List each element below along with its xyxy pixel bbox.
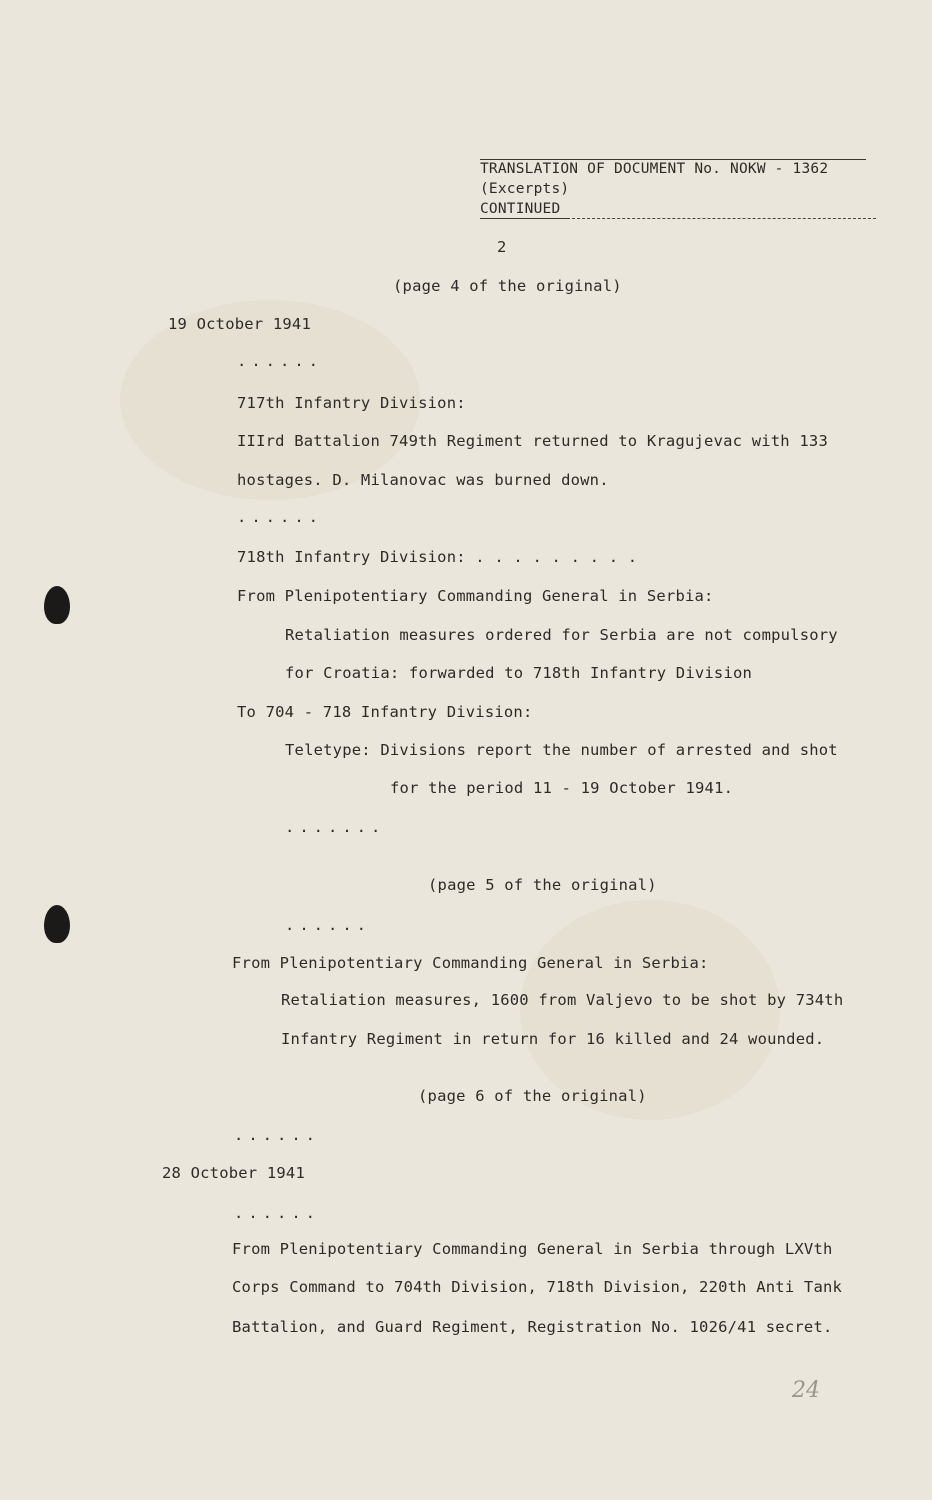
retaliation-1-line2: for Croatia: forwarded to 718th Infantry Division <box>285 664 753 682</box>
ellipsis-row: ...... <box>237 508 323 526</box>
teletype-line2: for the period 11 - 19 October 1941. <box>390 779 734 797</box>
from-plenipotentiary-1: From Plenipotentiary Commanding General in Serbia: <box>237 587 714 605</box>
date-19-october: 19 October 1941 <box>168 315 311 333</box>
punch-hole-bottom <box>44 905 70 943</box>
page5-note: (page 5 of the original) <box>428 876 657 894</box>
div717-line1: IIIrd Battalion 749th Regiment returned to Kragujevac with 133 <box>237 432 828 450</box>
ellipsis-row: ...... <box>285 916 371 934</box>
header-continued: CONTINUED <box>480 201 561 217</box>
final-line2: Corps Command to 704th Division, 718th Division, 220th Anti Tank <box>232 1278 843 1296</box>
page4-note: (page 4 of the original) <box>393 277 622 295</box>
div717-heading: 717th Infantry Division: <box>237 394 466 412</box>
ellipsis-row: ...... <box>237 352 323 370</box>
final-line3: Battalion, and Guard Regiment, Registration No. 1026/41 secret. <box>232 1318 833 1336</box>
date-28-october: 28 October 1941 <box>162 1164 305 1182</box>
from-plenipotentiary-2: From Plenipotentiary Commanding General in Serbia: <box>232 954 709 972</box>
punch-hole-top <box>44 586 70 624</box>
header-title: TRANSLATION OF DOCUMENT No. NOKW - 1362 <box>480 161 829 177</box>
retaliation-1-line1: Retaliation measures ordered for Serbia are not compulsory <box>285 626 838 644</box>
header-dashed-rule <box>572 218 876 219</box>
to-704-718: To 704 - 718 Infantry Division: <box>237 703 533 721</box>
ellipsis-row: ...... <box>234 1204 320 1222</box>
div718-heading: 718th Infantry Division: . . . . . . . . . <box>237 548 638 566</box>
ellipsis-row: ....... <box>285 818 386 836</box>
page-number: 2 <box>497 238 507 256</box>
header-continued-underline <box>480 218 570 219</box>
div717-line2: hostages. D. Milanovac was burned down. <box>237 471 609 489</box>
header-top-rule <box>480 159 866 160</box>
page6-note: (page 6 of the original) <box>418 1087 647 1105</box>
ellipsis-row: ...... <box>234 1126 320 1144</box>
pencil-page-mark: 24 <box>792 1378 820 1403</box>
teletype-line1: Teletype: Divisions report the number of arrested and shot <box>285 741 838 759</box>
final-line1: From Plenipotentiary Commanding General in Serbia through LXVth <box>232 1240 833 1258</box>
header-excerpts: (Excerpts) <box>480 181 570 197</box>
retaliation-2-line1: Retaliation measures, 1600 from Valjevo to be shot by 734th <box>281 991 844 1009</box>
retaliation-2-line2: Infantry Regiment in return for 16 killed and 24 wounded. <box>281 1030 825 1048</box>
